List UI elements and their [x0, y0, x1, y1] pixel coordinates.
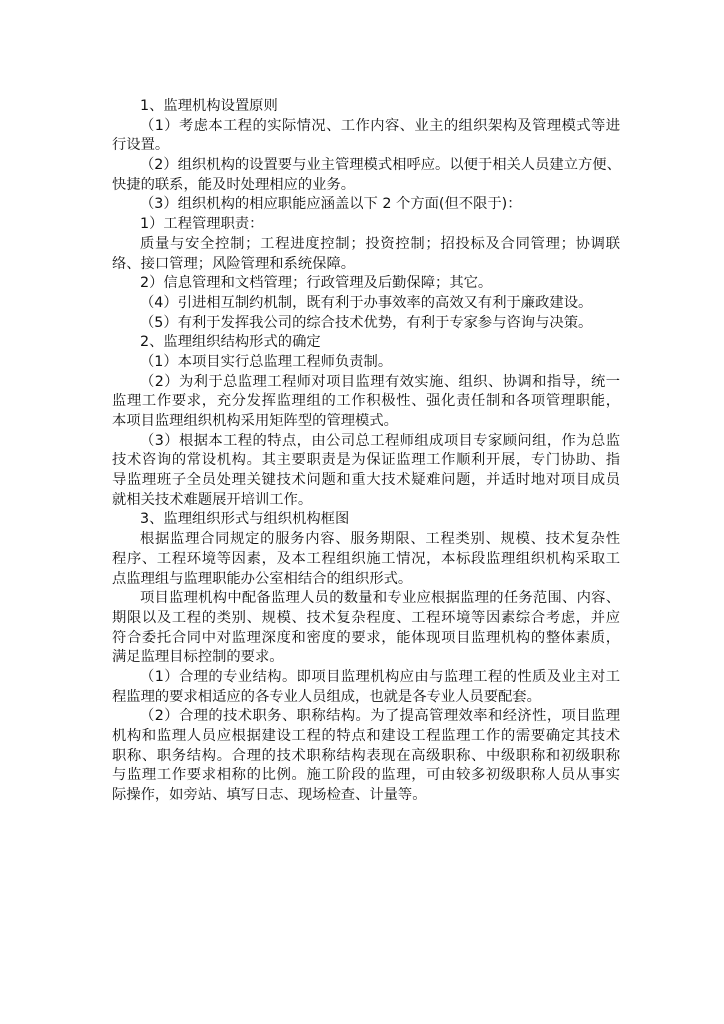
paragraph — [112, 432, 620, 511]
paragraph — [112, 235, 620, 274]
paragraph — [112, 707, 620, 805]
paragraph — [112, 530, 620, 589]
text-line: 络、接口管理；风险管理和系统保障。 — [112, 255, 356, 272]
text-line: 与监理工作要求相称的比例。施工阶段的监理，可由较多初级职称人员从事实 — [112, 767, 620, 784]
paragraph — [112, 510, 620, 530]
paragraph — [112, 215, 620, 235]
paragraph — [112, 274, 620, 294]
text-line: 程监理的要求相适应的各专业人员组成，也就是各专业人员要配套。 — [112, 688, 541, 705]
text-line: 符合委托合同中对监理深度和密度的要求，能体现项目监理机构的整体素质， — [112, 629, 620, 646]
text-line: 项目监理机构中配备监理人员的数量和专业应根据监理的任务范围、内容、 — [140, 590, 620, 607]
text-line: 就相关技术难题展开培训工作。 — [112, 491, 313, 508]
text-line: 导监理班子全员处理关键技术问题和重大技术疑难问题，并适时地对项目成员 — [112, 472, 620, 489]
text-line: 际操作，如旁站、填写日志、现场检查、计量等。 — [112, 787, 427, 804]
paragraph — [112, 668, 620, 707]
text-line: （2）组织机构的设置要与业主管理模式相呼应。以便于相关人员建立方便、 — [140, 157, 621, 174]
text-line: 期限以及工程的类别、规模、技术复杂程度、工程环境等因素综合考虑，并应 — [112, 609, 620, 626]
text-line: 满足监理目标控制的要求。 — [112, 649, 284, 666]
text-line: 2、监理组织结构形式的确定 — [140, 334, 321, 351]
text-line: （4）引进相互制约机制，既有利于办事效率的高效又有利于廉政建设。 — [140, 294, 593, 311]
text-line: 质量与安全控制；工程进度控制；投资控制；招投标及合同管理；协调联 — [140, 235, 620, 252]
paragraph — [112, 117, 620, 156]
text-line: 2）信息管理和文档管理；行政管理及后勤保障；其它。 — [140, 275, 493, 292]
paragraph — [112, 353, 620, 373]
text-line: （1）合理的专业结构。即项目监理机构应由与监理工程的性质及业主对工 — [140, 668, 620, 685]
text-line: 机构和监理人员应根据建设工程的特点和建设工程监理工作的需要确定其技术 — [112, 728, 620, 744]
text-line: （5）有利于发挥我公司的综合技术优势，有利于专家参与咨询与决策。 — [140, 314, 593, 331]
paragraph — [112, 589, 620, 668]
text-line: 行设置。 — [112, 137, 170, 154]
text-line: 技术咨询的常设机构。其主要职责是为保证监理工作顺利开展，专门协助、指 — [112, 452, 620, 469]
paragraph — [112, 195, 620, 215]
text-line: （3）组织机构的相应职能应涵盖以下 2 个方面(但不限于)： — [140, 196, 522, 213]
paragraph — [112, 373, 620, 432]
text-line: （2）合理的技术职务、职称结构。为了提高管理效率和经济性，项目监理 — [140, 708, 620, 725]
text-line: 点监理组与监理职能办公室相结合的组织形式。 — [112, 570, 413, 587]
text-line: （3）根据本工程的特点，由公司总工程师组成项目专家顾问组，作为总监 — [140, 432, 620, 449]
text-line: 本项目监理组织机构采用矩阵型的管理模式。 — [112, 413, 398, 429]
text-line: 监理工作要求，充分发挥监理组的工作积极性、强化责任制和各项管理职能， — [112, 393, 620, 410]
paragraph — [112, 156, 620, 195]
text-line: （1）考虑本工程的实际情况、工作内容、业主的组织架构及管理模式等进 — [140, 117, 620, 134]
text-line: 程序、工程环境等因素，及本工程组织施工情况，本标段监理组织机构采取工 — [112, 550, 620, 567]
document-body — [112, 97, 620, 806]
text-line: （2）为利于总监理工程师对项目监理有效实施、组织、协调和指导，统一 — [140, 373, 620, 390]
text-line: （1）本项目实行总监理工程师负责制。 — [140, 353, 393, 370]
paragraph — [112, 314, 620, 334]
text-line: 根据监理合同规定的服务内容、服务期限、工程类别、规模、技术复杂性 — [140, 531, 620, 548]
text-line: 职称、职务结构。合理的技术职称结构表现在高级职称、中级职称和初级职称 — [112, 747, 620, 764]
paragraph — [112, 294, 620, 314]
text-line: 3、监理组织形式与组织机构框图 — [140, 511, 350, 528]
text-line: 1、监理机构设置原则 — [140, 98, 278, 114]
text-line: 1）工程管理职责： — [140, 216, 264, 233]
paragraph — [112, 97, 620, 117]
text-line: 快捷的联系，能及时处理相应的业务。 — [112, 176, 356, 193]
paragraph — [112, 333, 620, 353]
